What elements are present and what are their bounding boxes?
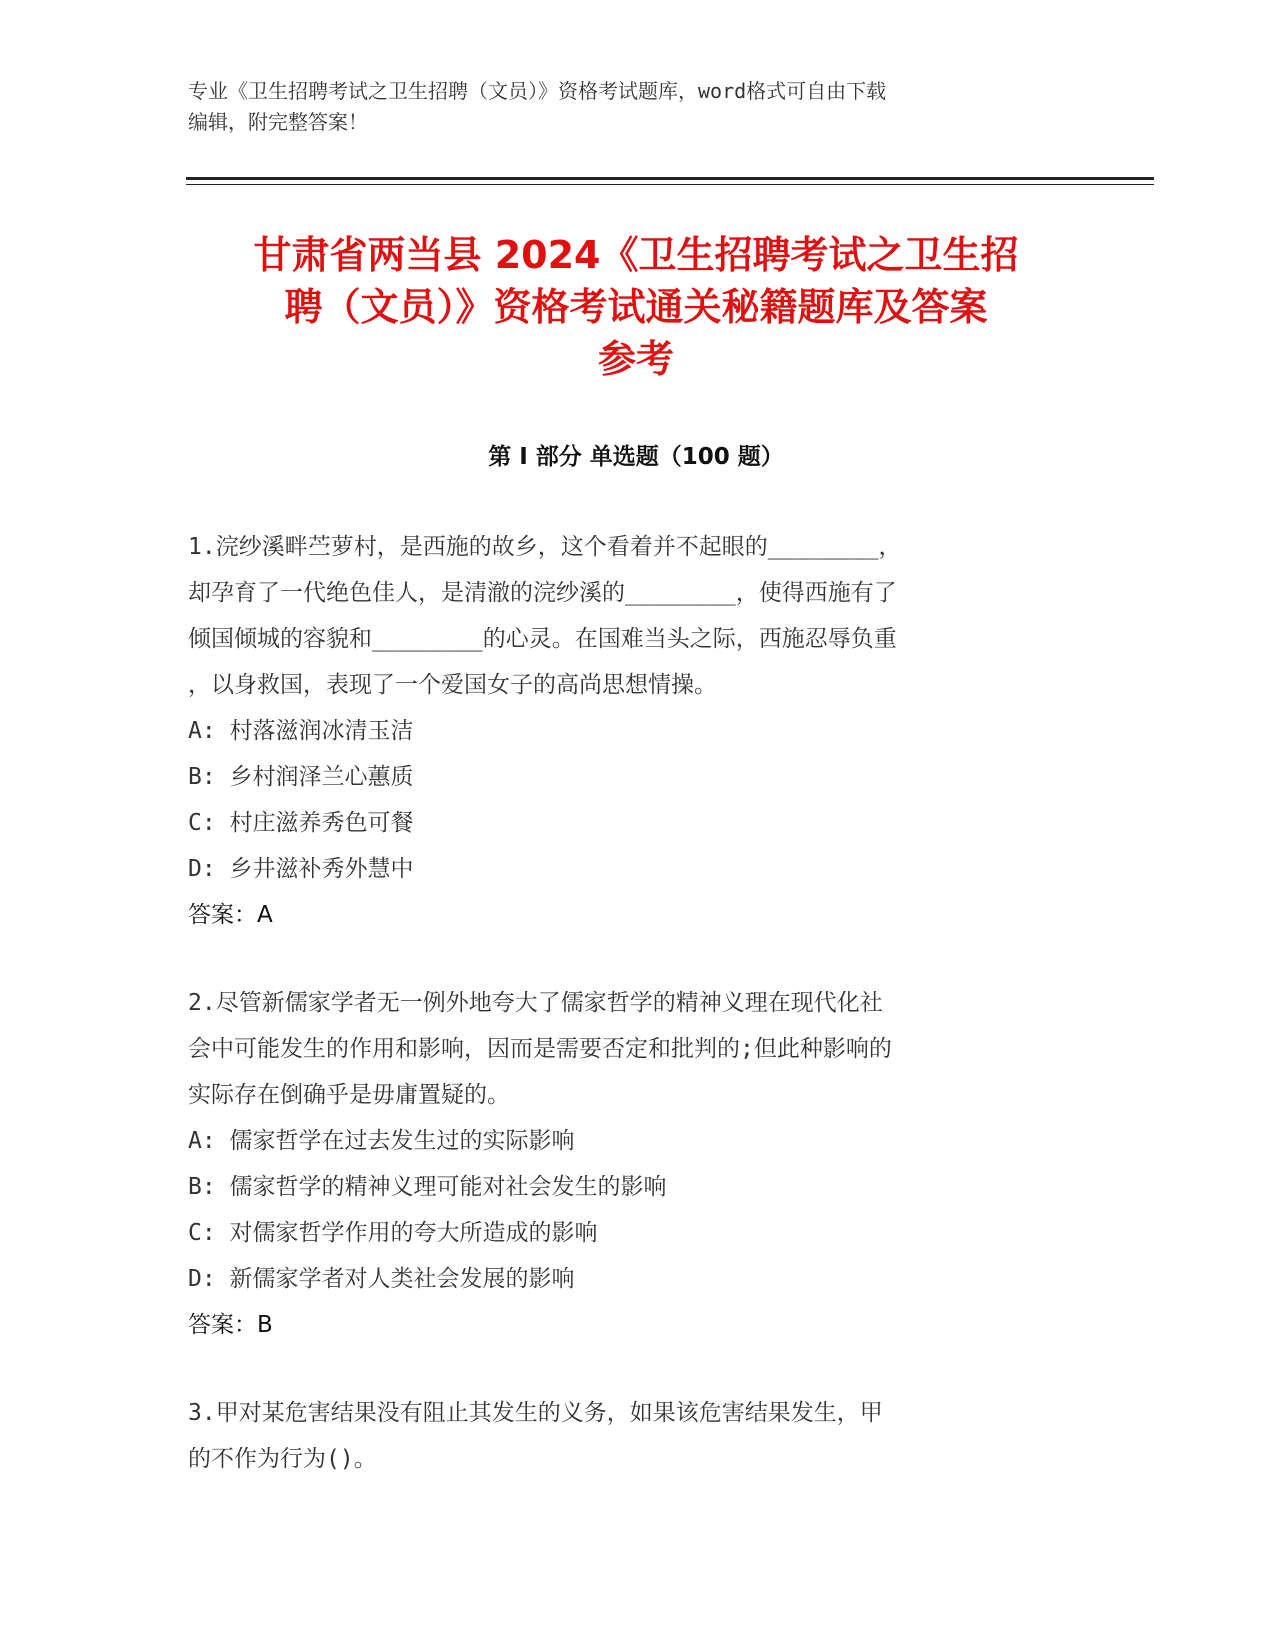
answer-line: 答案：A: [188, 902, 273, 928]
option-d: D: 乡井滋补秀外慧中: [188, 856, 414, 882]
question-3: [188, 1390, 1088, 1482]
question-1: [188, 524, 1088, 938]
title-line: 聘（文员）》资格考试通关秘籍题库及答案: [284, 285, 988, 329]
question-stem-line: 3.甲对某危害结果没有阻止其发生的义务，如果该危害结果发生，甲: [188, 1400, 883, 1426]
question-stem-line: 1.浣纱溪畔苎萝村，是西施的故乡，这个看着并不起眼的________，: [188, 534, 902, 560]
document-title: [186, 229, 1086, 385]
answer-line: 答案：B: [188, 1312, 273, 1338]
header-divider-thick: [186, 177, 1154, 180]
option-a: A: 村落滋润冰清玉洁: [188, 718, 414, 744]
option-c: C: 对儒家哲学作用的夸大所造成的影响: [188, 1220, 598, 1246]
option-b: B: 儒家哲学的精神义理可能对社会发生的影响: [188, 1174, 667, 1200]
option-d: D: 新儒家学者对人类社会发展的影响: [188, 1266, 575, 1292]
question-stem-line: 倾国倾城的容貌和________的心灵。在国难当头之际，西施忍辱负重: [188, 626, 897, 652]
header-note-line: 编辑，附完整答案！: [188, 110, 368, 134]
question-stem-line: 却孕育了一代绝色佳人，是清澈的浣纱溪的________，使得西施有了: [188, 580, 897, 606]
question-2: [188, 980, 1088, 1348]
question-stem-line: 会中可能发生的作用和影响，因而是需要否定和批判的;但此种影响的: [188, 1036, 892, 1062]
option-c: C: 村庄滋养秀色可餐: [188, 810, 414, 836]
header-note: [188, 76, 1088, 138]
question-stem-line: ，以身救国，表现了一个爱国女子的高尚思想情操。: [188, 672, 717, 698]
option-b: B: 乡村润泽兰心蕙质: [188, 764, 414, 790]
header-note-line: 专业《卫生招聘考试之卫生招聘（文员）》资格考试题库，word格式可自由下载: [188, 79, 887, 103]
question-stem-line: 2.尽管新儒家学者无一例外地夸大了儒家哲学的精神义理在现代化社: [188, 990, 883, 1016]
title-line: 参考: [597, 337, 674, 381]
section-heading: 第 I 部分 单选题（100 题）: [488, 444, 784, 470]
question-stem-line: 实际存在倒确乎是毋庸置疑的。: [188, 1082, 510, 1108]
question-stem-line: 的不作为行为()。: [188, 1446, 377, 1472]
option-a: A: 儒家哲学在过去发生过的实际影响: [188, 1128, 575, 1154]
header-divider-thin: [186, 184, 1154, 185]
title-line: 甘肃省两当县 2024《卫生招聘考试之卫生招: [253, 233, 1019, 277]
